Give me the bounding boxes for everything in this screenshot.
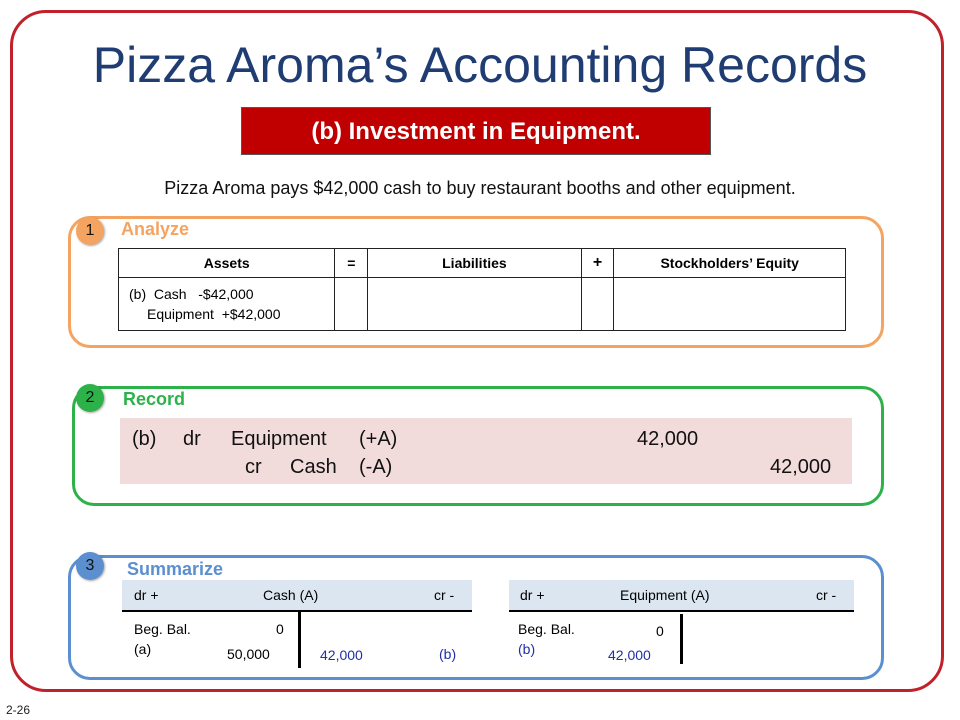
equipment-beg-label: Beg. Bal. (518, 621, 575, 637)
equity-cell (614, 278, 846, 331)
page-title: Pizza Aroma’s Accounting Records (92, 37, 868, 93)
plus-sign: + (581, 249, 614, 278)
credit-amount: 42,000 (770, 456, 832, 478)
equipment-taccount-divider (680, 614, 683, 664)
step-3-badge: 3 (76, 552, 104, 580)
record-label: Record (123, 389, 186, 409)
transaction-banner: (b) Investment in Equipment. (241, 107, 711, 155)
cash-credit-value: 42,000 (320, 647, 363, 663)
assets-header: Assets (119, 249, 335, 278)
page-number: 2-26 (6, 703, 31, 717)
plus-empty-cell (581, 278, 614, 331)
cash-account-name: Cash (A) (263, 587, 319, 603)
debit-marker: dr (183, 428, 201, 450)
equipment-cr-label: cr - (816, 587, 837, 603)
step-1-badge: 1 (76, 217, 104, 245)
journal-entry (120, 418, 852, 484)
assets-line-equipment: Equipment +$42,000 (147, 306, 281, 322)
equipment-taccount-header (509, 580, 854, 612)
cash-credit-ref: (b) (439, 646, 457, 662)
credit-marker: cr (245, 456, 262, 478)
equals-empty-cell (335, 278, 368, 331)
debit-account: Equipment (231, 428, 327, 450)
assets-line-cash: (b) Cash -$42,000 (129, 286, 254, 302)
cash-a-value: 50,000 (227, 646, 270, 662)
entry-ref: (b) (132, 428, 157, 450)
equipment-dr-label: dr + (520, 587, 545, 603)
cash-dr-label: dr + (134, 587, 159, 603)
liabilities-cell (368, 278, 581, 331)
equipment-account-name: Equipment (A) (620, 587, 710, 603)
debit-effect: (+A) (359, 428, 398, 450)
liabilities-header: Liabilities (368, 249, 581, 278)
accounting-equation-table (118, 248, 846, 331)
cash-taccount-header (122, 580, 472, 612)
equipment-beg-value: 0 (656, 623, 664, 639)
assets-cell (119, 278, 335, 331)
step-2-badge: 2 (76, 384, 104, 412)
credit-effect: (-A) (359, 456, 393, 478)
summarize-label: Summarize (127, 559, 224, 579)
equals-sign: = (335, 249, 368, 278)
cash-beg-label: Beg. Bal. (134, 621, 191, 637)
cash-a-label: (a) (134, 641, 152, 657)
equipment-b-value: 42,000 (608, 647, 651, 663)
equity-header: Stockholders’ Equity (614, 249, 846, 278)
cash-taccount-divider (298, 612, 301, 668)
debit-amount: 42,000 (637, 428, 699, 450)
cash-beg-value: 0 (276, 621, 284, 637)
equipment-b-label: (b) (518, 641, 536, 657)
cash-cr-label: cr - (434, 587, 455, 603)
analyze-label: Analyze (121, 219, 190, 239)
transaction-description: Pizza Aroma pays $42,000 cash to buy restaurant booths and other equipment. (164, 178, 796, 198)
credit-account: Cash (290, 456, 337, 478)
